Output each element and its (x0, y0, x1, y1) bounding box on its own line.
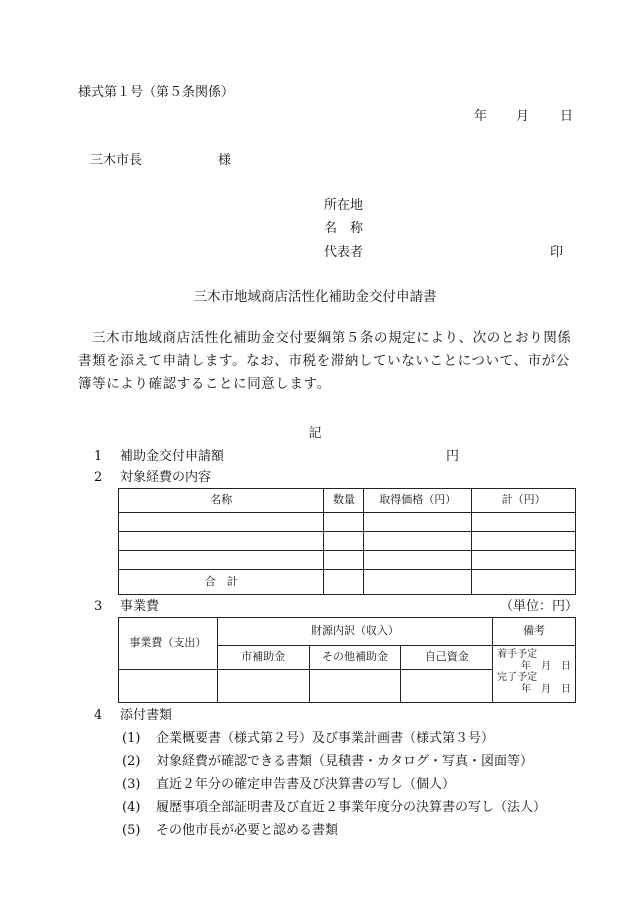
seal-mark: 印 (550, 245, 564, 260)
section-1-unit: 円 (446, 449, 460, 464)
budget-sub-other: その他補助金 (309, 646, 401, 670)
section-4-label: 添付書類 (120, 708, 173, 723)
list-item (122, 750, 533, 769)
expense-cell[interactable] (119, 551, 324, 570)
applicant-address-label: 所在地 (324, 198, 364, 213)
date-day: 日 (560, 109, 574, 124)
budget-cell[interactable] (401, 670, 493, 703)
budget-remarks-cell (493, 646, 576, 703)
table-row (119, 551, 576, 570)
list-item (122, 727, 494, 746)
attachment-text: その他市長が必要と認める書類 (156, 823, 339, 838)
expense-header-total: 計（円） (472, 489, 576, 513)
list-item (122, 796, 546, 815)
start-date: 年 月 日 (521, 660, 571, 672)
start-label: 着手予定 (497, 649, 538, 660)
expense-cell[interactable] (324, 513, 364, 532)
budget-sub-city: 市補助金 (217, 646, 309, 670)
expense-table (118, 488, 576, 595)
expense-header-qty: 数量 (324, 489, 364, 513)
addressee-honorific: 様 (218, 153, 232, 168)
expense-cell[interactable] (119, 532, 324, 551)
expense-cell[interactable] (472, 532, 576, 551)
section-3-num: 3 (94, 599, 103, 614)
applicant-name-label: 名 称 (324, 221, 364, 236)
attachment-num: (4) (122, 800, 141, 815)
section-3-unit-note: （単位：円） (500, 599, 579, 614)
document-title: 三木市地域商店活性化補助金交付申請書 (193, 289, 437, 305)
expense-cell[interactable] (472, 570, 576, 595)
expense-cell[interactable] (472, 551, 576, 570)
end-label: 完了予定 (497, 672, 538, 683)
date-year: 年 (474, 109, 488, 124)
section-2-label: 対象経費の内容 (120, 470, 212, 485)
expense-cell[interactable] (324, 570, 364, 595)
list-item (122, 773, 455, 792)
attachment-text: 対象経費が確認できる書類（見積書・カタログ・写真・図面等） (156, 754, 534, 769)
expense-cell[interactable] (364, 570, 472, 595)
expense-cell[interactable] (364, 551, 472, 570)
expense-cell[interactable] (472, 513, 576, 532)
section-3-label: 事業費 (120, 599, 160, 614)
attachment-text: 直近２年分の確定申告書及び決算書の写し（個人） (156, 777, 456, 792)
attachment-num: (2) (122, 754, 141, 769)
expense-cell[interactable] (119, 513, 324, 532)
expense-header-price: 取得価格（円） (364, 489, 472, 513)
applicant-rep-label: 代表者 (324, 245, 364, 260)
expense-cell[interactable] (324, 532, 364, 551)
section-1-num: 1 (94, 449, 103, 464)
date-month: 月 (516, 109, 530, 124)
attachment-num: (5) (122, 823, 141, 838)
budget-cell[interactable] (309, 670, 401, 703)
section-4-num: 4 (94, 708, 103, 723)
budget-header-sources: 財源内訳（収入） (217, 618, 492, 646)
attachment-num: (1) (122, 731, 141, 746)
attachment-text: 履歴事項全部証明書及び直近２事業年度分の決算書の写し（法人） (156, 800, 547, 815)
budget-cell[interactable] (217, 670, 309, 703)
section-2-num: 2 (94, 470, 103, 485)
end-date: 年 月 日 (521, 683, 571, 695)
budget-cell[interactable] (119, 670, 218, 703)
body-text: 三木市地域商店活性化補助金交付要綱第５条の規定により、次のとおり関係書類を添えて申請します。なお、市税を滞納していないことについて、市が公簿等により確認することに同意します。 (78, 330, 572, 392)
ki-heading: 記 (308, 426, 322, 441)
budget-header-remarks: 備考 (493, 618, 576, 646)
expense-cell[interactable] (364, 513, 472, 532)
section-1-label: 補助金交付申請額 (120, 449, 225, 464)
expense-total-row (119, 570, 576, 595)
addressee-name: 三木市長 (90, 153, 143, 168)
budget-sub-self: 自己資金 (401, 646, 493, 670)
budget-table (118, 617, 576, 703)
expense-header-name: 名称 (119, 489, 324, 513)
budget-header-main: 事業費（支出） (119, 618, 218, 670)
attachment-num: (3) (122, 777, 141, 792)
table-row (119, 532, 576, 551)
table-row (119, 513, 576, 532)
expense-total-label: 合 計 (119, 570, 324, 595)
form-id: 様式第１号（第５条関係） (78, 85, 235, 100)
expense-cell[interactable] (364, 532, 472, 551)
expense-cell[interactable] (324, 551, 364, 570)
list-item (122, 819, 338, 838)
attachment-text: 企業概要書（様式第２号）及び事業計画書（様式第３号） (156, 731, 495, 746)
